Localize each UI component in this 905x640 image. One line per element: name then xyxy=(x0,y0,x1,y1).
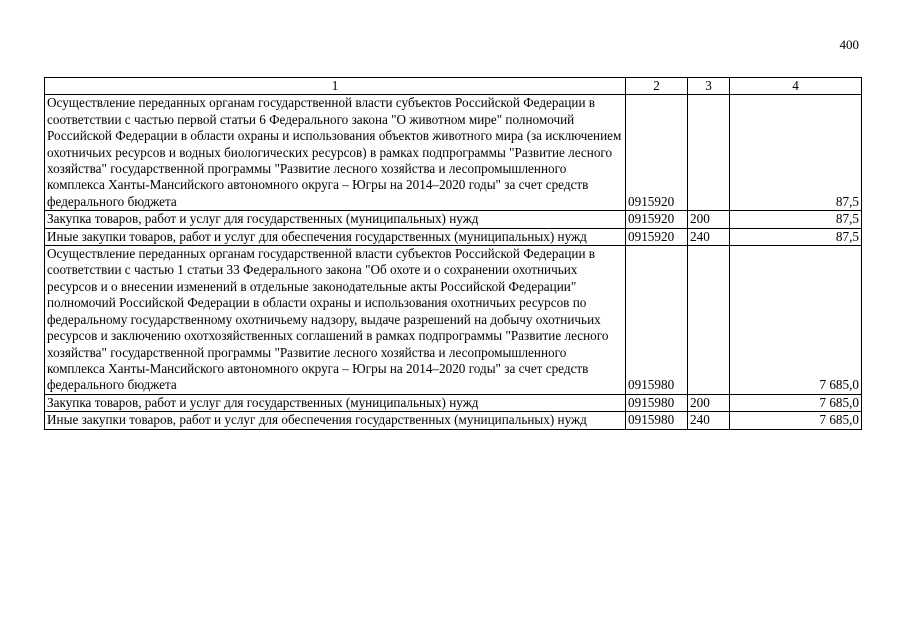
row-sum: 87,5 xyxy=(730,211,862,228)
column-header-code: 2 xyxy=(626,78,688,95)
row-sum: 7 685,0 xyxy=(730,394,862,411)
row-expense-type xyxy=(688,95,730,211)
row-sum: 7 685,0 xyxy=(730,246,862,395)
row-expense-type: 240 xyxy=(688,412,730,429)
row-description-text: Осуществление переданных органам государственной власти субъектов Российской Федерации в соответствии с частью 1 статьи 33 Федерального закона "Об охоте и о сохранении охотничьих ресурсов и о внесении изменений в отдельные законодательные акты Российской Федерации" полномочий Российской Федерации в области охраны и использования охотничьих ресурсов по федеральному государственному охотничьему надзору, выдаче разрешений на добычу охотничьих ресурсов и заключению охотхозяйственных соглашений в рамках подпрограммы "Развитие лесного хозяйства" государственной программы "Развитие лесного хозяйства и лесопромышленного комплекса Ханты-Мансийского автономного округа – Югры на 2014–2020 годы" за счет средств федерального бюджета xyxy=(47,246,609,393)
row-description xyxy=(45,228,626,245)
row-description xyxy=(45,412,626,429)
row-description-text: Закупка товаров, работ и услуг для государственных (муниципальных) нужд xyxy=(47,211,479,227)
row-description-text: Иные закупки товаров, работ и услуг для обеспечения государственных (муниципальных) нужд xyxy=(47,412,587,428)
row-expense-type: 200 xyxy=(688,211,730,228)
row-target-code: 0915920 xyxy=(626,211,688,228)
row-description xyxy=(45,246,626,395)
column-header-sum: 4 xyxy=(730,78,862,95)
row-target-code: 0915980 xyxy=(626,412,688,429)
row-target-code: 0915980 xyxy=(626,246,688,395)
row-description-text: Осуществление переданных органам государственной власти субъектов Российской Федерации в соответствии с частью первой статьи 6 Федерального закона "О животном мире" полномочий Российской Федерации в области охраны и использования объектов животного мира (за исключением охотничьих ресурсов и водных биологических ресурсов) в рамках подпрограммы "Развитие лесного хозяйства" государственной программы "Развитие лесного хозяйства и лесопромышленного комплекса Ханты-Мансийского автономного округа – Югры на 2014–2020 годы" за счет средств федерального бюджета xyxy=(47,95,622,209)
column-header-description: 1 xyxy=(45,78,626,95)
table-row xyxy=(45,412,862,429)
row-target-code: 0915980 xyxy=(626,394,688,411)
row-target-code: 0915920 xyxy=(626,95,688,211)
row-expense-type: 240 xyxy=(688,228,730,245)
row-expense-type xyxy=(688,246,730,395)
row-description xyxy=(45,211,626,228)
budget-table xyxy=(44,77,862,430)
table-header-row xyxy=(45,78,862,95)
row-description-text: Иные закупки товаров, работ и услуг для обеспечения государственных (муниципальных) нужд xyxy=(47,228,587,244)
row-sum: 87,5 xyxy=(730,228,862,245)
page-number: 400 xyxy=(839,37,859,52)
row-expense-type: 200 xyxy=(688,394,730,411)
column-header-type: 3 xyxy=(688,78,730,95)
row-description-text: Закупка товаров, работ и услуг для государственных (муниципальных) нужд xyxy=(47,394,479,410)
table-row xyxy=(45,394,862,411)
row-description xyxy=(45,95,626,211)
table-row xyxy=(45,211,862,228)
table-row xyxy=(45,228,862,245)
table-row xyxy=(45,246,862,395)
row-sum: 87,5 xyxy=(730,95,862,211)
table-row xyxy=(45,95,862,211)
row-description xyxy=(45,394,626,411)
row-target-code: 0915920 xyxy=(626,228,688,245)
row-sum: 7 685,0 xyxy=(730,412,862,429)
